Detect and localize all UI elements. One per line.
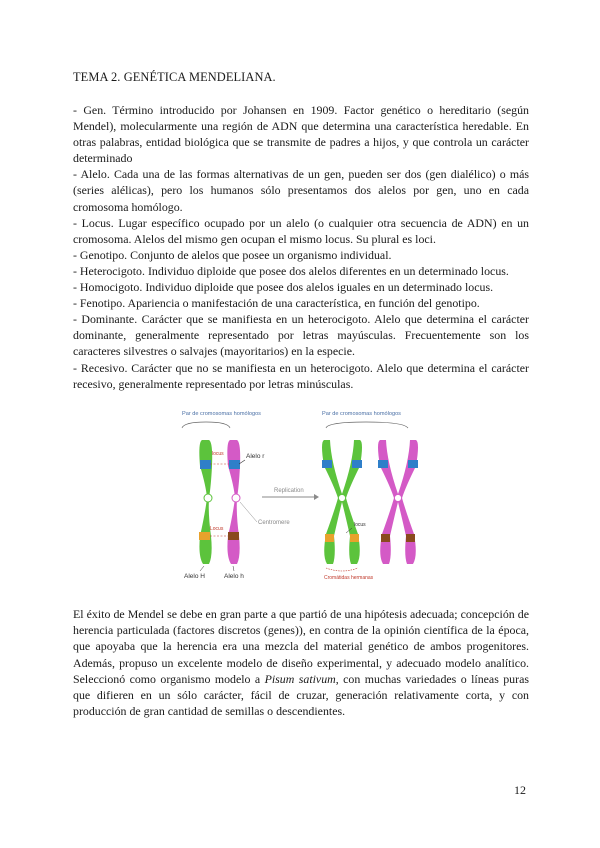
left-pair-label: Par de cromosomas homólogos [182,411,261,417]
page-title: TEMA 2. GENÉTICA MENDELIANA. [73,70,276,84]
left-magenta-chromosome [227,440,240,564]
right-green-locus-blue-a [322,460,332,468]
right-magenta-locus-brown-a [381,534,390,542]
definition-heterocigoto: - Heterocigoto. Individuo diploide que posee dos alelos diferentes en un determinado locus. [73,263,509,278]
replication-label: Replication [274,488,304,494]
allele-H-label: Alelo H [184,573,205,580]
mendel-paragraph [73,606,529,719]
right-magenta-locus-brown-b [406,534,415,542]
definition-locus: - Locus. Lugar específico ocupado por un alelo (o cualquier otra secuencia de ADN) en un cromosoma. Alelos del mismo gen ocupan el mismo locus. Su plural es loci. [73,215,529,246]
right-magenta-locus-blue-a [378,460,388,468]
centromere-pointer [240,502,257,522]
right-pair-label: Par de cromosomas homólogos [322,411,401,417]
left-magenta-centromere [232,494,240,502]
left-green-locus-blue [200,460,211,469]
sister-chromatids-label: Cromátidas hermanas [324,575,374,581]
left-magenta-locus-brown [228,532,239,540]
right-green-centromere [338,494,345,501]
allele-r-label: Alelo r [246,453,265,460]
allele-h-label: Alelo h [224,573,244,580]
right-magenta-centromere [394,494,401,501]
definitions-list [73,102,529,392]
page-number: 12 [514,783,526,797]
right-green-locus-orange-b [350,534,359,542]
chromosome-diagram [176,406,440,582]
right-magenta-locus-blue-b [408,460,418,468]
chromosome-figure [176,406,440,582]
left-locus-label: locus [212,451,224,457]
mendel-paragraph-end: , con muchas variedades o líneas puras que difieren en un sólo carácter, fácil de cruzar, generación relativamente corta, y con producción de gran cantidad de semillas o descendientes. [73,671,529,719]
right-pair-bracket [326,422,408,428]
definition-alelo: - Alelo. Cada una de las formas alternativas de un gen, pueden ser dos (gen dialélico) o más (series alélicas), pero los humanos sólo presentamos dos alelos por gen, uno en cada cromosoma homólogo. [73,167,529,214]
allele-h-pointer [233,566,234,571]
definition-homocigoto: - Homocigoto. Individuo diploide que posee dos alelos iguales en un determinado locus. [73,280,494,295]
allele-H-pointer [200,566,204,571]
definition-gen: - Gen. Término introducido por Johansen en 1909. Factor genético o hereditario (según Mendel), molecularmente una región de ADN que determina una característica heredable. En otras palabras, entidad biológica que se transmite de padres a hijos, y que controla un carácter determinado [73,103,529,166]
right-green-locus-blue-b [352,460,362,468]
mendel-paragraph-start: El éxito de Mendel se debe en gran parte a que partió de una hipótesis adecuada; concepción de herencia particulada (factores discretos (genes)), en contra de la opinión científica de la época, que apoyaba que la herencia era una mezcla del material genético de ambos progenitores. Además, propuso un excelente modelo de diseño experimental, y adecuado modelo analítico. Seleccionó como organismo modelo a [73,607,529,686]
definition-recesivo: - Recesivo. Carácter que no se manifiesta en un heterocigoto. Alelo que determina el carácter recesivo, generalmente representado por letras minúsculas. [73,360,529,391]
left-green-locus-orange [199,532,210,540]
species-name: Pisum sativum [264,671,336,686]
replication-arrow-head [314,494,319,500]
definition-genotipo: - Genotipo. Conjunto de alelos que posee un organismo individual. [73,247,392,262]
definition-dominante: - Dominante. Carácter que se manifiesta en un heterocigoto. Alelo que determina el carácter dominante, generalmente representado por letras mayúsculas. Frecuentemente son los caracteres silvestres o salvajes (mayoritarios) en la especie. [73,312,529,359]
right-green-locus-orange-a [325,534,334,542]
left-pair-bracket [182,422,230,428]
chromatids-bracket [326,568,358,571]
centromere-label: Centromere [258,520,290,526]
right-locus-label: locus [354,522,366,528]
left-green-centromere [204,494,212,502]
left-locus-label-bottom: Locus [210,526,224,532]
definition-fenotipo: - Fenotipo. Apariencia o manifestación de una característica, en función del genotipo. [73,296,480,311]
left-magenta-locus-blue [229,460,240,469]
left-green-chromosome [199,440,212,564]
